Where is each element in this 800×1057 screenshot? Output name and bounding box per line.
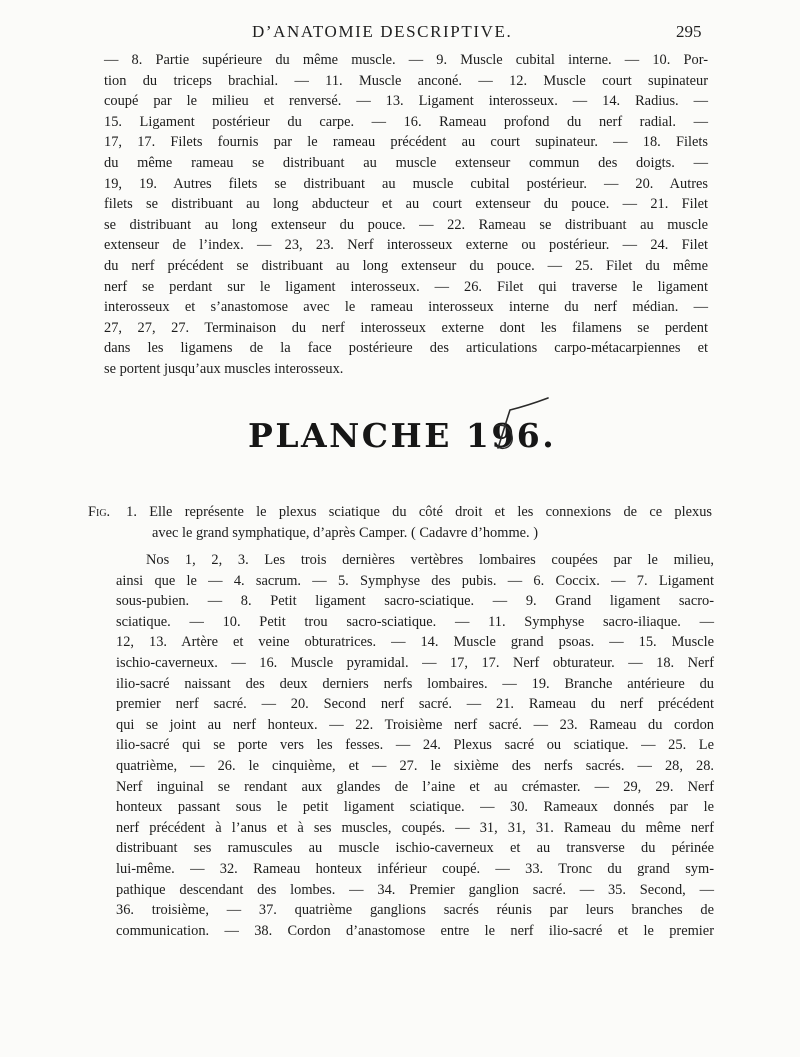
text-line: quatrième, — 26. le cinquième, et — 27. le sixième des nerfs sacrés. — 28, 28. bbox=[116, 757, 714, 774]
text-line: coupé par le milieu et renversé. — 13. Ligament interosseux. — 14. Radius. — bbox=[104, 93, 708, 110]
text-line: 15. Ligament postérieur du carpe. — 16. Rameau profond du nerf radial. — bbox=[104, 113, 708, 130]
text-line: nerf se perdant sur le ligament interosseux. — 26. Filet qui traverse le ligament bbox=[104, 278, 708, 295]
page-number: 295 bbox=[676, 22, 702, 41]
text-line: nerf précédent à l’anus et à ses muscles, coupés. — 31, 31, 31. Rameau du même nerf bbox=[116, 819, 714, 836]
text-line: 17, 17. Filets fournis par le rameau précédent au court supinateur. — 18. Filets bbox=[104, 134, 708, 151]
text-line: filets se distribuant au long abducteur et au court extenseur du pouce. — 21. Filet bbox=[104, 196, 708, 213]
text-line: Nerf inguinal se rendant aux glandes de l’aine et au crémaster. — 29, 29. Nerf bbox=[116, 778, 714, 795]
text-line: qui se joint au nerf honteux. — 22. Troisième nerf sacré. — 23. Rameau du cordon bbox=[116, 716, 714, 733]
text-line: 12, 13. Artère et veine obturatrices. — 14. Muscle grand psoas. — 15. Muscle bbox=[116, 634, 714, 651]
text-line: pathique descendant des lombes. — 34. Premier ganglion sacré. — 35. Second, — bbox=[116, 881, 714, 898]
text-line: du nerf précédent se distribuant au long extenseur du pouce. — 25. Filet du même bbox=[104, 257, 708, 274]
text-line: honteux passant sous le petit ligament sciatique. — 30. Rameaux donnés par le bbox=[116, 799, 714, 816]
text-line: du même rameau se distribuant au muscle extenseur commun des doigts. — bbox=[104, 154, 708, 171]
handwritten-correction-mark bbox=[488, 396, 558, 456]
figure-label: Fig. bbox=[88, 504, 111, 520]
plate-title: PLANCHE 196. bbox=[248, 416, 557, 455]
text-line: se distribuant au long extenseur du pouce. — 22. Rameau se distribuant au muscle bbox=[104, 216, 708, 233]
running-head: D’ANATOMIE DESCRIPTIVE. bbox=[252, 22, 513, 41]
page-header bbox=[0, 22, 800, 46]
figure-caption bbox=[88, 502, 712, 543]
text-line: ischio-caverneux. — 16. Muscle pyramidal. — 17, 17. Nerf obturateur. — 18. Nerf bbox=[116, 654, 714, 671]
text-line: lui-même. — 32. Rameau honteux inférieur coupé. — 33. Tronc du grand sym- bbox=[116, 860, 714, 877]
text-line: 19, 19. Autres filets se distribuant au muscle cubital postérieur. — 20. Autres bbox=[104, 175, 708, 192]
text-line: sous-pubien. — 8. Petit ligament sacro-sciatique. — 9. Grand ligament sacro- bbox=[116, 593, 714, 610]
legend-paragraph bbox=[116, 550, 714, 941]
text-line: sciatique. — 10. Petit trou sacro-sciatique. — 11. Symphyse sacro-iliaque. — bbox=[116, 613, 714, 630]
text-line: ilio-sacré naissant des deux derniers nerfs lombaires. — 19. Branche antérieure du bbox=[116, 675, 714, 692]
text-line: communication. — 38. Cordon d’anastomose entre le nerf ilio-sacré et le premier bbox=[116, 922, 714, 939]
text-line: Nos 1, 2, 3. Les trois dernières vertèbres lombaires coupées par le milieu, bbox=[146, 552, 714, 568]
caption-text: avec le grand symphatique, d’après Camper. ( Cadavre d’homme. ) bbox=[152, 524, 539, 541]
text-line: 27, 27, 27. Terminaison du nerf interosseux externe dont les filamens se perdent bbox=[104, 319, 708, 336]
caption-line bbox=[88, 502, 712, 523]
text-line: interosseux et s’anastomose avec le rameau interosseux interne du nerf médian. — bbox=[104, 299, 708, 316]
text-line: premier nerf sacré. — 20. Second nerf sacré. — 21. Rameau du nerf précédent bbox=[116, 696, 714, 713]
text-line: distribuant ses ramuscules au muscle ischio-caverneux et au transverse du périnée bbox=[116, 840, 714, 857]
caption-line bbox=[88, 523, 712, 544]
text-line: ilio-sacré qui se porte vers les fesses. — 24. Plexus sacré ou sciatique. — 25. Le bbox=[116, 737, 714, 754]
caption-text: 1. Elle représente le plexus sciatique du côté droit et les connexions de ce plexus bbox=[126, 504, 712, 520]
text-line: se portent jusqu’aux muscles interosseux. bbox=[104, 360, 344, 377]
text-line: 36. troisième, — 37. quatrième ganglions sacrés réunis par leurs branches de bbox=[116, 902, 714, 919]
text-line: tion du triceps brachial. — 11. Muscle anconé. — 12. Muscle court supinateur bbox=[104, 72, 708, 89]
text-line: ainsi que le — 4. sacrum. — 5. Symphyse des pubis. — 6. Coccix. — 7. Ligament bbox=[116, 572, 714, 589]
continuation-paragraph bbox=[104, 50, 708, 380]
text-line: dans les ligamens de la face postérieure des articulations carpo-métacarpiennes et bbox=[104, 340, 708, 357]
text-line: extenseur de l’index. — 23, 23. Nerf interosseux externe ou postérieur. — 24. Filet bbox=[104, 237, 708, 254]
text-line: — 8. Partie supérieure du même muscle. — 9. Muscle cubital interne. — 10. Por- bbox=[104, 52, 708, 68]
